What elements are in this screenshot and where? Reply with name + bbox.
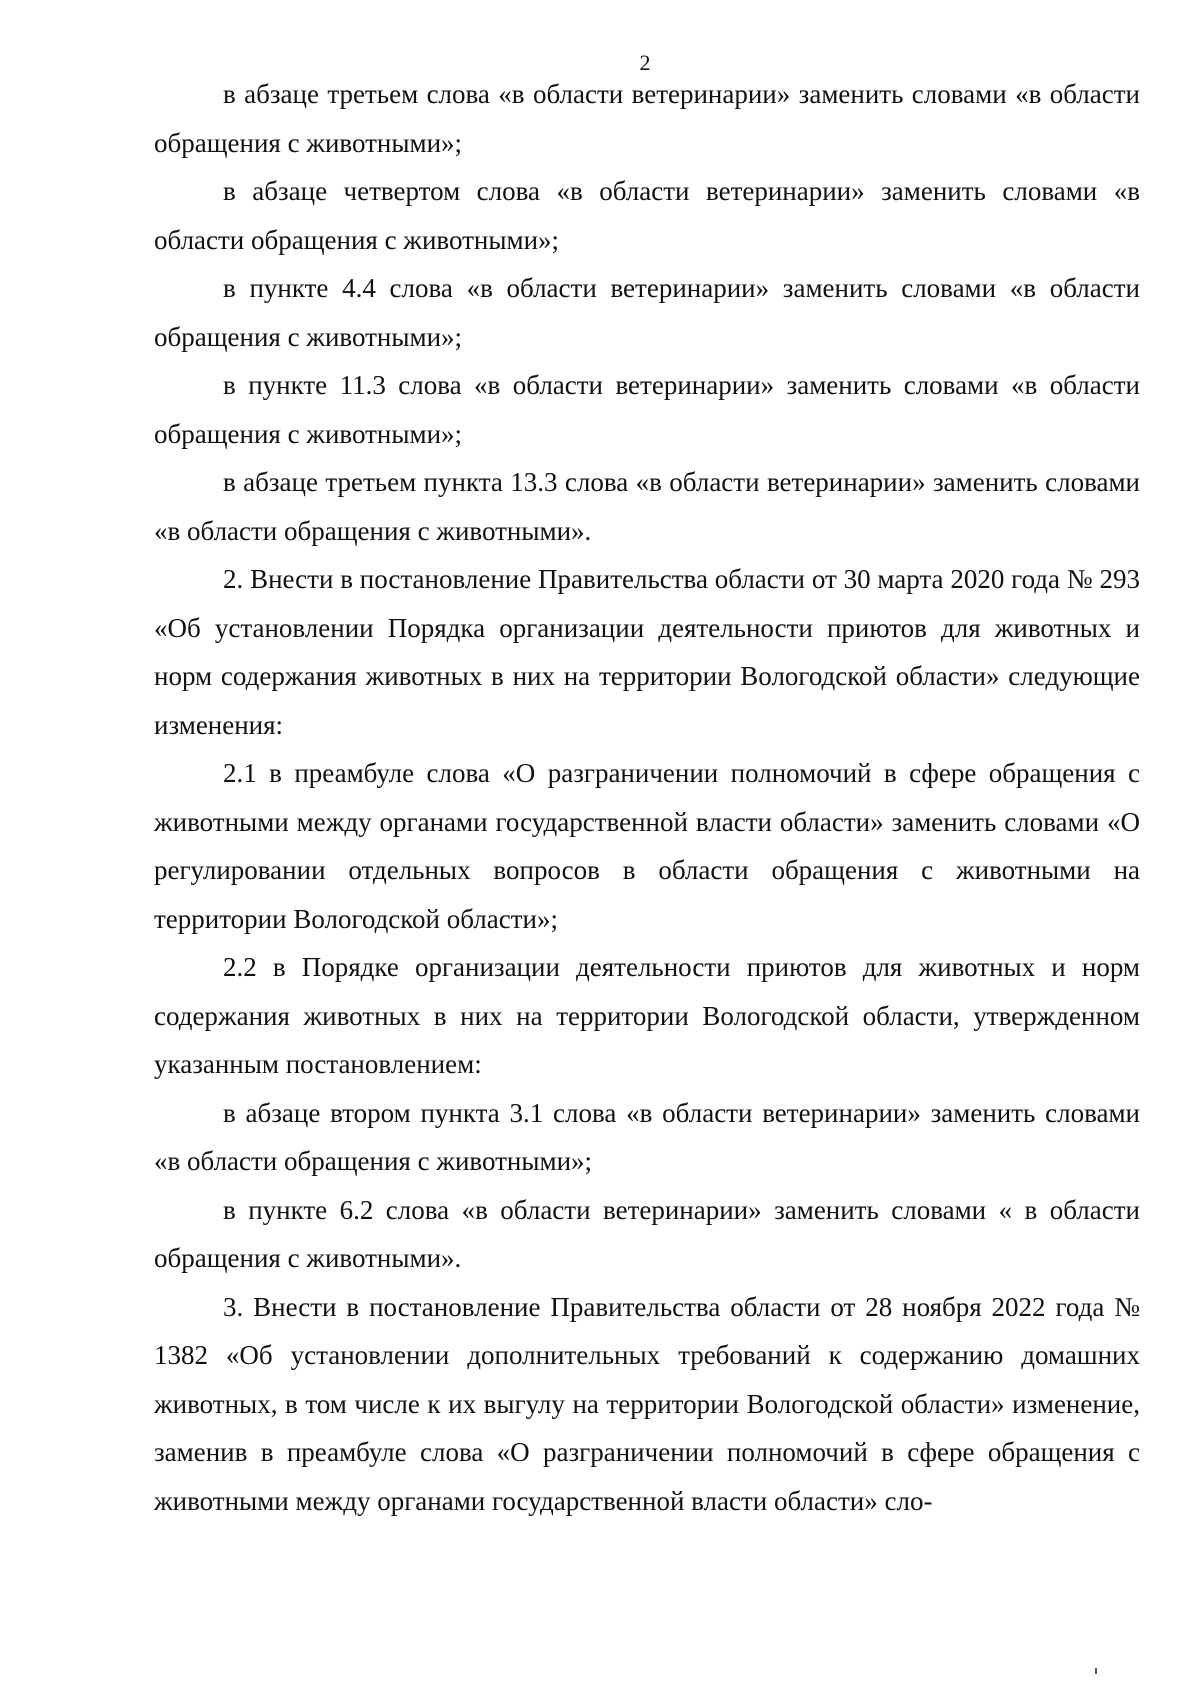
paragraph-7: 2.1 в преамбуле слова «О разграничении полномочий в сфере обращения с животными между органами государственной власти области» заменить словами «О регулировании отдельных вопросов в области обращения с животными на территории Вологодской области»; [154, 758, 1140, 934]
paragraph-11: 3. Внести в постановление Правительства области от 28 ноября 2022 года № 1382 «Об установлении дополнительных требований к содержанию домашних животных, в том числе к их выгулу на территории Вологодской области» изменение, заменив в преамбуле слова «О разграничении полномочий в сфере обращения с животными между органами государственной власти области» сло- [154, 1291, 1140, 1516]
document-body [154, 70, 1140, 1525]
paragraph-3: в пункте 4.4 слова «в области ветеринарии» заменить словами «в области обращения с животными»; [154, 273, 1140, 352]
paragraph-4: в пункте 11.3 слова «в области ветеринарии» заменить словами «в области обращения с животными»; [154, 370, 1140, 449]
paragraph-10: в пункте 6.2 слова «в области ветеринарии» заменить словами « в области обращения с животными». [154, 1194, 1140, 1273]
paragraph-1: в абзаце третьем слова «в области ветеринарии» заменить словами «в области обращения с животными»; [154, 79, 1140, 158]
paragraph-5: в абзаце третьем пункта 13.3 слова «в области ветеринарии» заменить словами «в области обращения с животными». [154, 467, 1140, 546]
page-number: 2 [639, 50, 651, 75]
scan-speck [1095, 1668, 1097, 1674]
paragraph-9: в абзаце втором пункта 3.1 слова «в области ветеринарии» заменить словами «в области обращения с животными»; [154, 1097, 1140, 1176]
paragraph-8: 2.2 в Порядке организации деятельности приютов для животных и норм содержания животных в них на территории Вологодской области, утвержденном указанным постановлением: [154, 952, 1140, 1079]
paragraph-2: в абзаце четвертом слова «в области ветеринарии» заменить словами «в области обращения с животными»; [154, 176, 1140, 255]
paragraph-6: 2. Внести в постановление Правительства области от 30 марта 2020 года № 293 «Об установлении Порядка организации деятельности приютов для животных и норм содержания животных в них на территории Вологодской области» следующие изменения: [154, 564, 1140, 740]
